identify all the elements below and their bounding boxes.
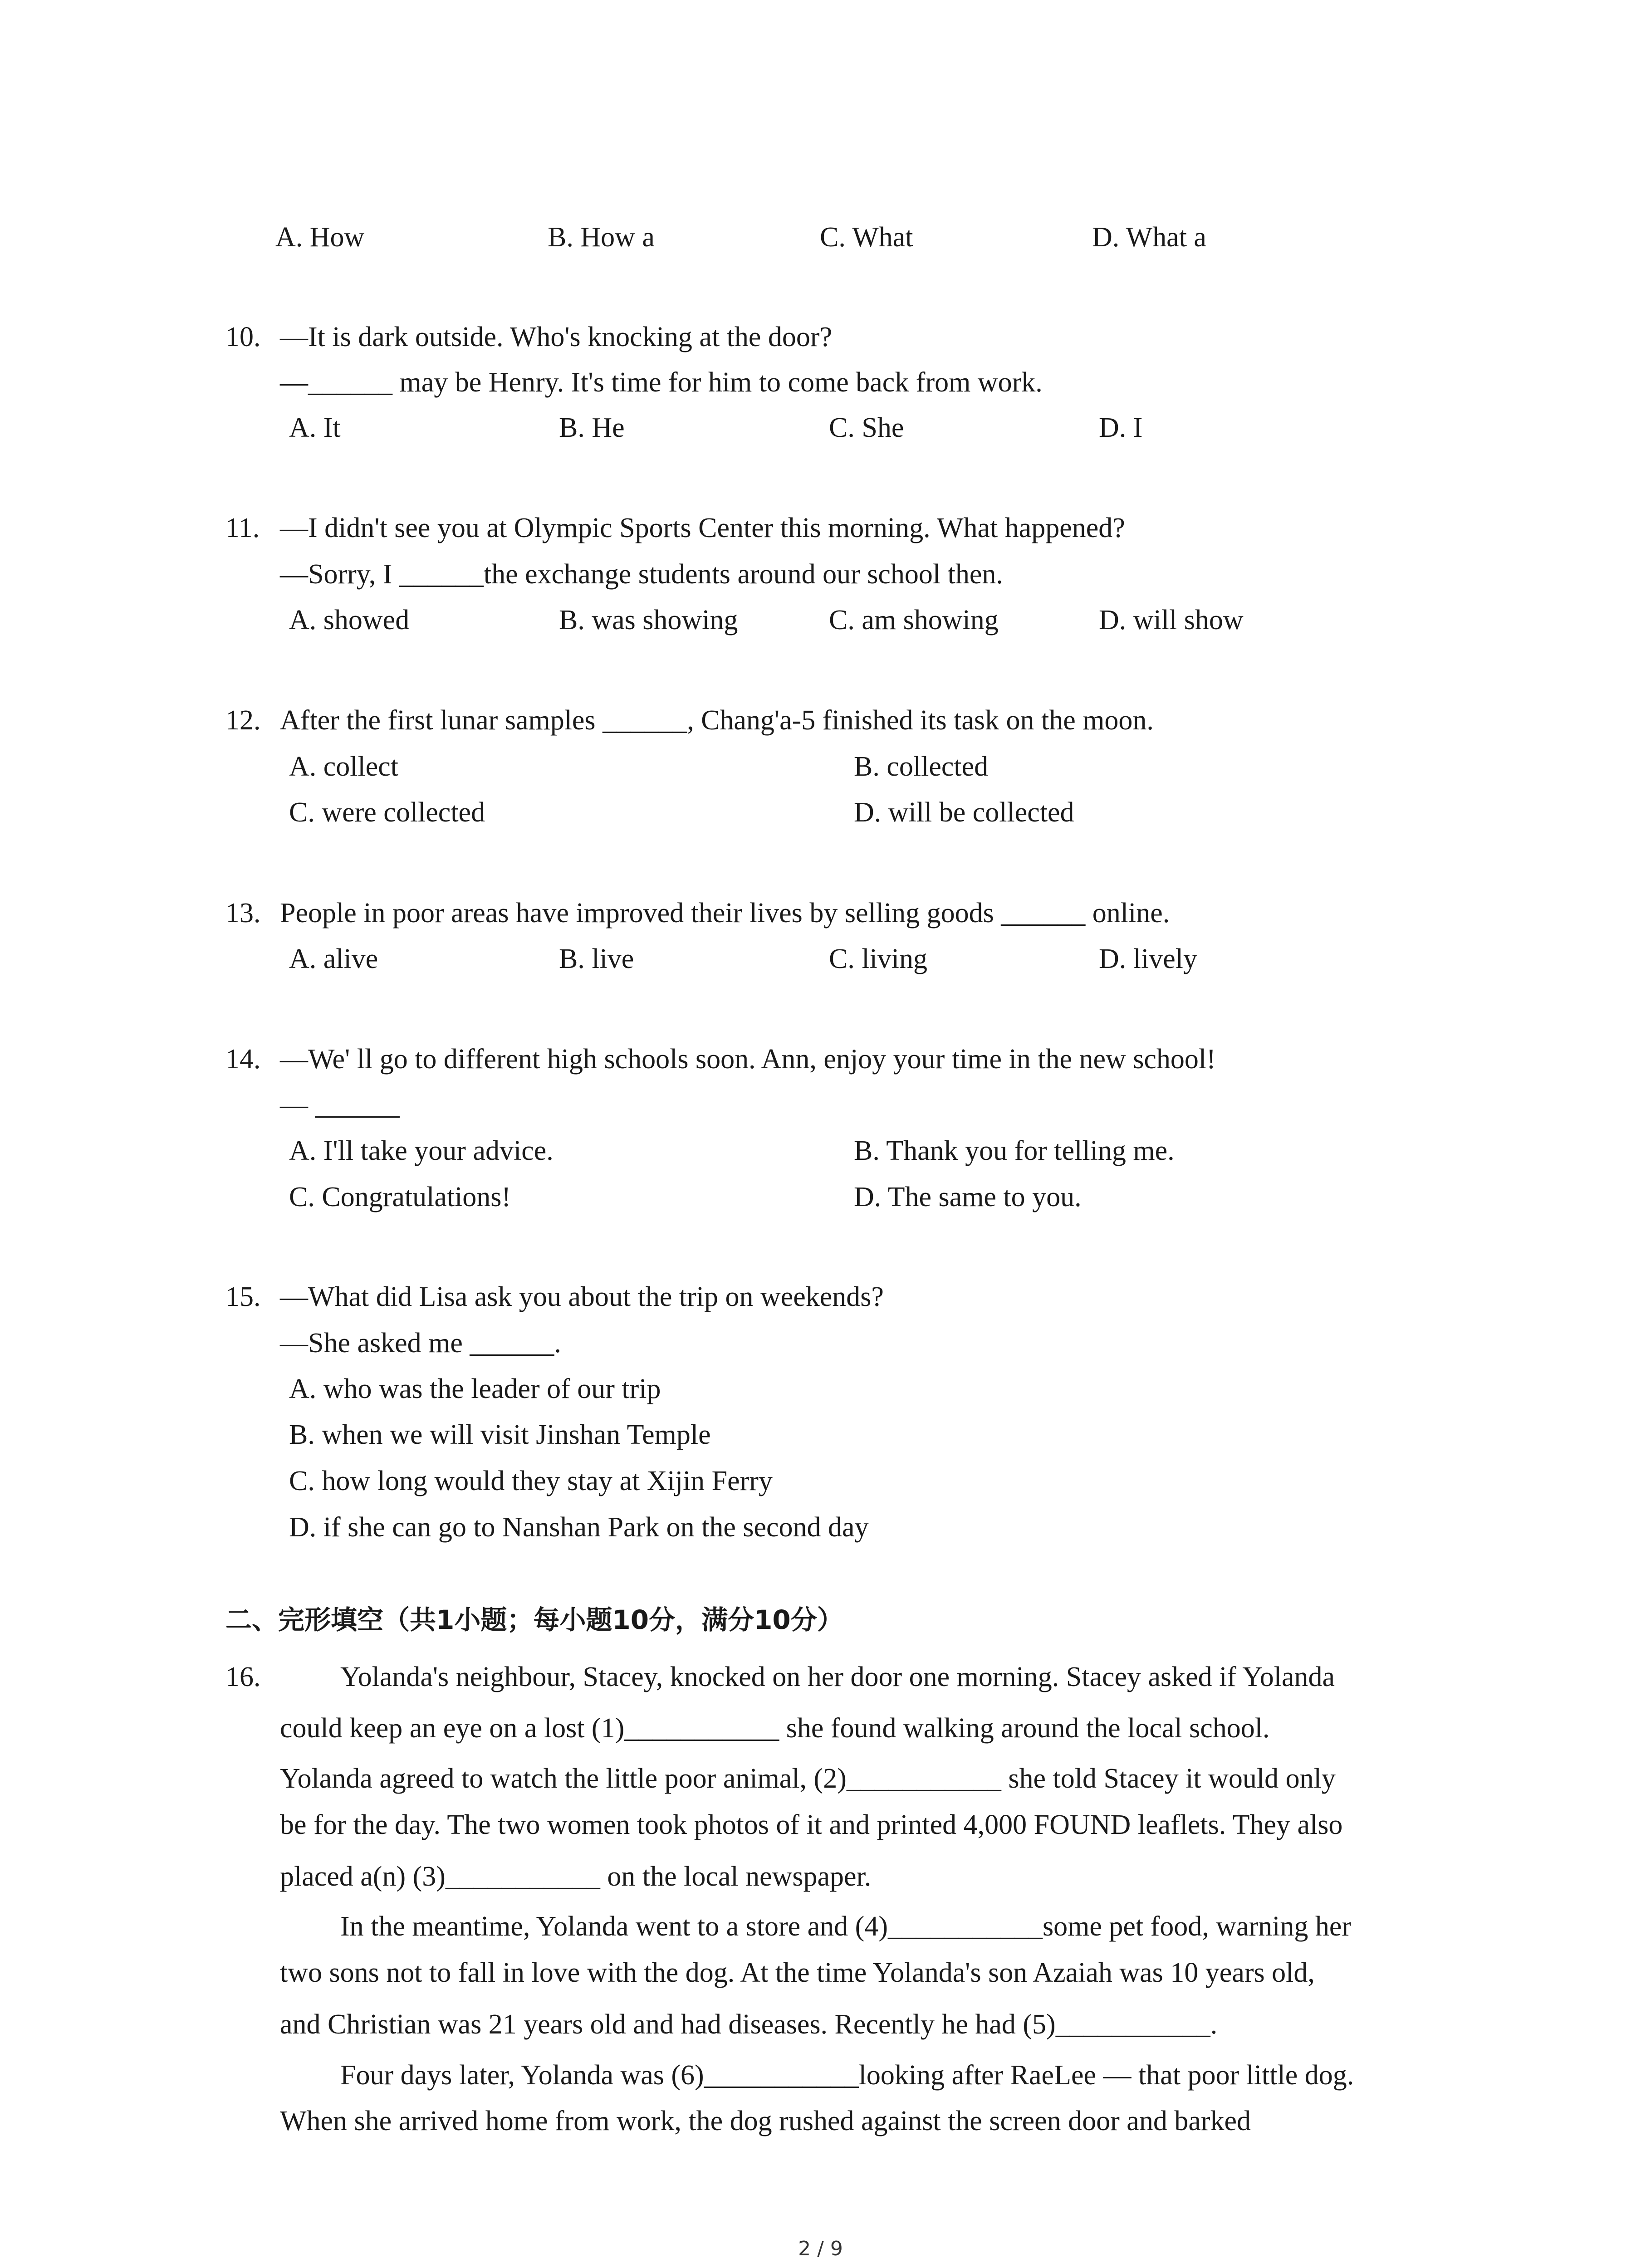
- q13-option-c: C. living: [829, 943, 928, 974]
- q16-passage-line: be for the day. The two women took photos of it and printed 4,000 FOUND leaflets. They also: [280, 1809, 1343, 1840]
- q14-option-d: D. The same to you.: [854, 1182, 1082, 1212]
- q12-option-d: D. will be collected: [854, 797, 1074, 828]
- q11-number: 11.: [225, 513, 260, 543]
- q10-option-c: C. She: [829, 412, 904, 443]
- q16-passage-line: Yolanda's neighbour, Stacey, knocked on her door one morning. Stacey asked if Yolanda: [340, 1662, 1335, 1692]
- page-number: 2 / 9: [798, 2237, 843, 2260]
- q16-passage-line: In the meantime, Yolanda went to a store and (4)___________some pet food, warning her: [340, 1911, 1352, 1942]
- q11-option-b: B. was showing: [559, 605, 738, 635]
- q16-passage-line: Yolanda agreed to watch the little poor animal, (2)___________ she told Stacey it would only: [280, 1763, 1336, 1794]
- q9-option-c: C. What: [820, 222, 913, 253]
- q10-number: 10.: [225, 322, 261, 352]
- q10-line2: —______ may be Henry. It's time for him to come back from work.: [280, 367, 1043, 398]
- q16-passage-line: When she arrived home from work, the dog rushed against the screen door and barked: [280, 2106, 1251, 2136]
- q13-number: 13.: [225, 898, 261, 929]
- q12-number: 12.: [225, 705, 261, 736]
- q10-option-b: B. He: [559, 412, 625, 443]
- q10-option-a: A. It: [289, 412, 341, 443]
- q12-option-b: B. collected: [854, 751, 989, 782]
- q12-option-c: C. were collected: [289, 797, 485, 828]
- q9-option-b: B. How a: [548, 222, 655, 253]
- q15-option-c: C. how long would they stay at Xijin Ferry: [289, 1466, 773, 1496]
- q9-option-d: D. What a: [1092, 222, 1206, 253]
- q16-passage-line: placed a(n) (3)___________ on the local newspaper.: [280, 1861, 872, 1892]
- q14-option-a: A. I'll take your advice.: [289, 1135, 554, 1166]
- q13-option-b: B. live: [559, 943, 634, 974]
- q12-line1: After the first lunar samples ______, Chang'a-5 finished its task on the moon.: [280, 705, 1154, 736]
- q11-option-a: A. showed: [289, 605, 410, 635]
- q15-option-a: A. who was the leader of our trip: [289, 1374, 661, 1404]
- q16-passage-line: could keep an eye on a lost (1)___________ she found walking around the local school.: [280, 1713, 1270, 1744]
- q15-line2: —She asked me ______.: [280, 1328, 561, 1359]
- q15-option-d: D. if she can go to Nanshan Park on the second day: [289, 1512, 869, 1543]
- q16-passage-line: Four days later, Yolanda was (6)___________looking after RaeLee — that poor little dog.: [340, 2060, 1354, 2091]
- q14-line1: —We' ll go to different high schools soon. Ann, enjoy your time in the new school!: [280, 1044, 1216, 1075]
- q11-line2: —Sorry, I ______the exchange students around our school then.: [280, 559, 1003, 590]
- q16-number: 16.: [225, 1662, 261, 1692]
- q9-option-a: A. How: [275, 222, 365, 253]
- section-heading-cloze: 二、完形填空（共1小题；每小题10分，满分10分）: [225, 1604, 843, 1635]
- q11-option-c: C. am showing: [829, 605, 999, 635]
- q14-option-b: B. Thank you for telling me.: [854, 1135, 1175, 1166]
- q15-line1: —What did Lisa ask you about the trip on weekends?: [280, 1281, 884, 1312]
- q14-line2: — ______: [280, 1090, 400, 1120]
- q16-passage-line: and Christian was 21 years old and had diseases. Recently he had (5)___________.: [280, 2009, 1218, 2040]
- q13-option-a: A. alive: [289, 943, 378, 974]
- q14-option-c: C. Congratulations!: [289, 1182, 511, 1212]
- q16-passage-line: two sons not to fall in love with the dog. At the time Yolanda's son Azaiah was 10 years old,: [280, 1957, 1315, 1988]
- q15-number: 15.: [225, 1281, 261, 1312]
- q13-line1: People in poor areas have improved their lives by selling goods ______ online.: [280, 898, 1170, 929]
- q14-number: 14.: [225, 1044, 261, 1075]
- q10-line1: —It is dark outside. Who's knocking at the door?: [280, 322, 833, 352]
- q10-option-d: D. I: [1099, 412, 1143, 443]
- q15-option-b: B. when we will visit Jinshan Temple: [289, 1419, 711, 1450]
- q13-option-d: D. lively: [1099, 943, 1197, 974]
- q11-option-d: D. will show: [1099, 605, 1244, 635]
- q12-option-a: A. collect: [289, 751, 399, 782]
- q11-line1: —I didn't see you at Olympic Sports Center this morning. What happened?: [280, 513, 1125, 543]
